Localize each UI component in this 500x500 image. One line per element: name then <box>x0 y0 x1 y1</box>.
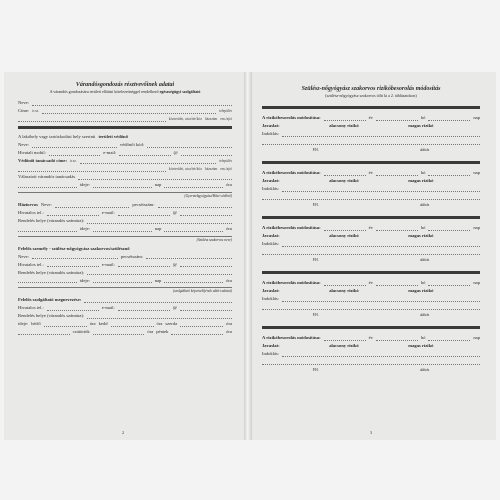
risk-date-row: A rizikóbesorolás módosítása: év hó nap <box>262 170 481 176</box>
ideje-row-3: ideje: nap óra <box>18 275 232 283</box>
left-page-title: Várandósgondozás résztvevőinek adatai <box>75 82 175 88</box>
risk-reason-row: Indoklás: <box>262 239 480 247</box>
risk-reason-row: Indoklás: <box>262 294 480 302</box>
right-page-subtitle: (szülész-nőgyógyász szakorvos tölti ki a 2. táblázatokon) <box>325 93 417 98</box>
high-risk-option[interactable]: magas rizikó <box>408 123 434 129</box>
risk-suggestion-row: Javaslat: alacsony rizikó magas rizikó <box>262 123 434 129</box>
risk-reason-row-2 <box>262 247 480 255</box>
name-row: Neve: <box>18 98 232 106</box>
felelos-contact-row: Hivatalos tel.: e-mail: @ <box>18 259 232 267</box>
divider <box>18 192 232 193</box>
szolg-row: Felelős szolgáltató megnevezése: <box>18 295 232 303</box>
right-page-title: Szülész-nőgyógyász szakorvos rizikóbesorolás módosítás <box>301 86 441 92</box>
risk-modification-block <box>262 271 480 324</box>
risk-date-row: A rizikóbesorolás módosítása: év hó nap <box>262 335 481 341</box>
vedono-contact-row: Hivatali mobil: e-mail: @ <box>18 148 232 156</box>
stamp-row: P.H. aláírás <box>312 203 430 207</box>
felelos-row: Felelős személy - szülész-nőgyógyász szakorvos/szülésznő <box>18 245 130 251</box>
haziorvos-contact-row: Hivatalos tel.: e-mail: @ <box>18 208 232 216</box>
low-risk-option[interactable]: alacsony rizikó <box>329 178 359 184</box>
haziorvos-row: Háziorvos Neve: pecsétszám: <box>18 200 232 208</box>
low-risk-option[interactable]: alacsony rizikó <box>329 123 359 129</box>
valasztott-row: Választott várandós tanácsadás <box>18 172 232 180</box>
low-risk-option[interactable]: alacsony rizikó <box>329 343 359 349</box>
page-number: 3 <box>370 430 372 435</box>
left-page <box>4 72 244 440</box>
address-row-2: közterület, utca/tér/köz házszám em./ajtó <box>18 114 232 122</box>
risk-reason-row-2 <box>262 357 480 365</box>
high-risk-option[interactable]: magas rizikó <box>408 288 434 294</box>
section-divider <box>18 126 232 129</box>
risk-reason-row: Indoklás: <box>262 184 480 192</box>
risk-date-row: A rizikóbesorolás módosítása: év hó nap <box>262 280 481 286</box>
risk-reason-row: Indoklás: <box>262 349 480 357</box>
high-risk-option[interactable]: magas rizikó <box>408 233 434 239</box>
address-row: Címe: ir.sz. település <box>18 108 232 114</box>
high-risk-option[interactable]: magas rizikó <box>408 178 434 184</box>
risk-suggestion-row: Javaslat: alacsony rizikó magas rizikó <box>262 343 434 349</box>
page-number: 2 <box>122 430 124 435</box>
divider <box>18 287 232 288</box>
szul-note: (Szülész szakorvos neve) <box>196 237 232 242</box>
section-divider <box>262 216 480 219</box>
left-page-subtitle: A várandós gondozására területi ellátási kötelezettséggel rendelkező egészségügyi szolgáltató <box>49 89 201 94</box>
szolg-contact-row: Hivatalos tel.: e-mail: @ <box>18 303 232 311</box>
risk-suggestion-row: Javaslat: alacsony rizikó magas rizikó <box>262 233 434 239</box>
section-divider <box>262 271 480 274</box>
risk-suggestion-row: Javaslat: alacsony rizikó magas rizikó <box>262 178 434 184</box>
vedono-name-row: Neve: védőnői kód: <box>18 140 232 148</box>
ideje-row-2: ideje: nap óra <box>18 224 232 232</box>
tanacsado-row: Védőnői tanácsadó címe: ir.sz. település <box>18 158 232 164</box>
low-risk-option[interactable]: alacsony rizikó <box>329 233 359 239</box>
stamp-row: P.H. aláírás <box>312 258 430 262</box>
days-row-2: csütörtök óra péntek óra <box>18 327 232 335</box>
section-divider <box>262 161 480 164</box>
book-spine <box>244 72 252 440</box>
vedono-title: A lakóhely vagy tartózkodási hely szerinti területi védőnő <box>18 134 128 140</box>
right-page <box>252 72 496 440</box>
divider <box>18 236 232 237</box>
stamp-row: P.H. aláírás <box>312 148 430 152</box>
risk-date-row: A rizikóbesorolás módosítása: év hó nap <box>262 225 481 231</box>
szolg-rendelo-row: Rendelés helye (várandós számára): <box>18 311 232 319</box>
felelos-rendelo-row: Rendelés helye (várandós számára): <box>18 267 232 275</box>
risk-reason-row-2 <box>262 192 480 200</box>
risk-reason-row-2 <box>262 137 480 145</box>
section-divider <box>262 326 480 329</box>
low-risk-option[interactable]: alacsony rizikó <box>329 288 359 294</box>
szolg-note: (szolgáltató képviselőjének aláírt adatai) <box>173 289 232 294</box>
risk-modification-block <box>262 216 480 269</box>
risk-reason-row-2 <box>262 302 480 310</box>
rendelo-row: Rendelés helye (várandós számára): <box>18 216 232 224</box>
stamp-row: P.H. aláírás <box>312 313 430 317</box>
risk-date-row: A rizikóbesorolás módosítása: év hó nap <box>262 115 481 121</box>
risk-modification-block <box>262 106 480 159</box>
kozpont-note: (Gyermekgyógyász/Házi védőnő) <box>184 194 232 198</box>
high-risk-option[interactable]: magas rizikó <box>408 343 434 349</box>
risk-reason-row: Indoklás: <box>262 129 480 137</box>
risk-suggestion-row: Javaslat: alacsony rizikó magas rizikó <box>262 288 434 294</box>
stamp-row: P.H. aláírás <box>312 368 430 372</box>
tanacsado-row-2: közterület, utca/tér/köz házszám em./ajtó <box>18 164 232 172</box>
risk-modification-block <box>262 326 480 379</box>
days-row: ideje: hétfő óra kedd óra szerda óra <box>18 321 233 327</box>
section-divider <box>262 106 480 109</box>
ideje-row: ideje: nap óra <box>18 180 232 188</box>
felelos-name-row: Neve: pecsétszám: <box>18 251 232 259</box>
risk-modification-block <box>262 161 480 214</box>
